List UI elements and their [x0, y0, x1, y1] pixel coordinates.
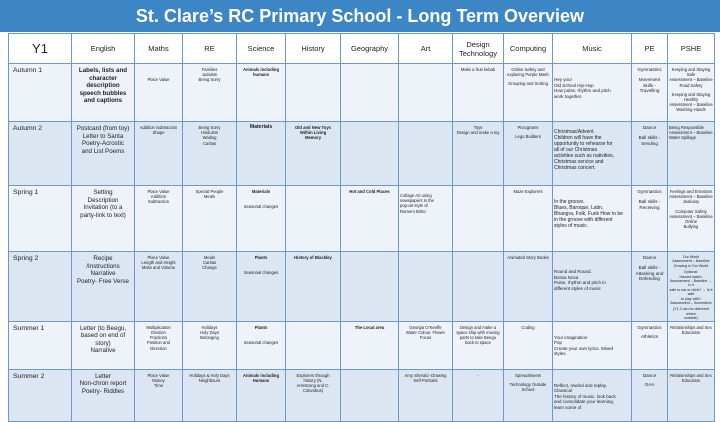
pshe-cell	[668, 369, 715, 421]
geography-cell	[341, 186, 399, 252]
english-cell	[72, 186, 135, 252]
cell-line: Letter	[95, 372, 111, 380]
cell-line: Dance	[642, 255, 657, 260]
cell-line: party-link to text)	[80, 211, 126, 219]
cell-line: Caritas	[202, 260, 217, 266]
dt-cell	[453, 64, 504, 122]
cell-line: Toys	[473, 125, 483, 130]
pshe-cell	[668, 186, 715, 252]
cell-line: Ball skills -	[638, 198, 661, 204]
cell-line: Pulse, rhythm and pitch in	[554, 280, 606, 286]
science-cell	[237, 122, 286, 186]
maths-cell	[135, 64, 183, 122]
cell-line: Ball skills -	[638, 264, 661, 270]
cell-line: Georgia O’Keeffe	[409, 324, 442, 330]
cell-line: Memory	[304, 135, 322, 141]
cell-line: Technology Outside	[509, 381, 547, 387]
cell-line: Meals	[203, 194, 216, 200]
cell-line: Online Safety and	[511, 67, 545, 72]
history-cell	[286, 186, 341, 252]
header-row	[9, 34, 715, 64]
cell-line: Pop	[554, 340, 563, 346]
music-cell	[553, 122, 632, 186]
header-music: Music	[553, 34, 632, 64]
english-cell	[72, 64, 135, 122]
cell-line: history (N.	[303, 377, 323, 383]
table-row-summer-1	[9, 321, 715, 369]
header-history: History	[286, 34, 341, 64]
pe-cell	[632, 252, 668, 322]
cell-line: Children will have the	[554, 135, 602, 141]
cell-line: Amy Sherald -Drawing	[404, 372, 447, 378]
cell-line: Feelings and Emotions	[669, 189, 713, 194]
pe-cell	[632, 122, 668, 186]
cell-line: Place Value	[147, 255, 170, 260]
cell-line: Judaism	[201, 72, 218, 78]
maths-cell	[135, 122, 183, 186]
re-cell	[183, 122, 237, 186]
cell-line: Plants	[254, 255, 268, 260]
cell-line: activities such as nativities,	[554, 153, 615, 159]
cell-line: Letter (to Beegu,	[79, 324, 127, 332]
pshe-cell	[668, 252, 715, 322]
cell-line: Change	[202, 265, 217, 271]
maths-cell	[135, 186, 183, 252]
art-cell	[399, 321, 453, 369]
dt-cell	[453, 369, 504, 421]
cell-line: different styles of music	[554, 285, 601, 291]
cell-line: Waiting	[202, 135, 217, 141]
page-title: St. Clare’s RC Primary School - Long Term Overview	[135, 6, 585, 26]
cell-line: Holidays	[201, 324, 218, 330]
computing-cell	[504, 186, 553, 252]
header-design-technology: Design Technology	[453, 34, 504, 64]
pe-cell	[632, 186, 668, 252]
cell-line: Relationships and Sex Education	[670, 372, 712, 383]
term-label: Summer 2	[9, 369, 72, 421]
cell-line: Water Colour. Flower	[405, 329, 446, 335]
cell-line: Travelling	[639, 88, 660, 94]
cell-line: character	[89, 74, 117, 82]
cell-line: Classical	[554, 388, 573, 394]
cell-line: Materials	[251, 189, 271, 194]
art-cell	[399, 369, 453, 421]
dt-cell	[453, 122, 504, 186]
cell-line: Holidays & Holy Days	[189, 372, 230, 378]
cell-line: Assessment – Baseline	[669, 77, 713, 83]
cell-line: Non-chron report	[79, 380, 127, 388]
re-cell	[183, 64, 237, 122]
cell-line: Being Sorry	[198, 125, 221, 130]
cell-line: Romero Britto	[400, 208, 426, 214]
header-art: Art	[399, 34, 453, 64]
cell-line: Money	[152, 377, 165, 383]
cell-line: Collage Art using	[400, 193, 432, 198]
english-cell	[72, 369, 135, 421]
computing-cell	[504, 369, 553, 421]
term-label: Spring 1	[9, 186, 72, 252]
cell-line: Grouping and Sorting	[508, 81, 548, 87]
cell-line: skills -	[643, 82, 656, 88]
cell-line: Christmas service and	[554, 159, 604, 165]
music-cell	[553, 186, 632, 252]
cell-line: Position and	[146, 340, 171, 346]
cell-line: Postcard (from toy)	[76, 125, 130, 132]
page-title-banner	[0, 0, 720, 32]
header-geography: Geography	[341, 34, 399, 64]
pshe-cell	[668, 122, 715, 186]
cell-line: in the groove with different	[554, 217, 613, 223]
table-row-spring-1	[9, 186, 715, 252]
header-maths: Maths	[135, 34, 183, 64]
cell-line: Recipe	[93, 255, 113, 262]
music-cell	[553, 321, 632, 369]
cell-line: and List Poems	[81, 147, 125, 155]
cell-line: OAA	[644, 382, 655, 388]
cell-line: Dance	[642, 372, 657, 378]
art-cell	[399, 252, 453, 322]
cell-line: pop-art style of	[400, 203, 428, 209]
science-cell	[237, 64, 286, 122]
cell-line: Letter to Santa	[82, 132, 124, 140]
cell-line: newspapers in the	[400, 198, 434, 204]
cell-line: opportunity to rehearse for	[554, 141, 613, 147]
cell-line: humans	[252, 72, 270, 78]
cell-line: Time	[153, 383, 164, 389]
computing-cell	[504, 64, 553, 122]
header-re: RE	[183, 34, 237, 64]
cell-line: Being Sorry	[198, 77, 221, 83]
cell-line: Place Value	[147, 77, 170, 82]
art-cell	[399, 122, 453, 186]
cell-line: Focus	[419, 335, 432, 341]
cell-line: Place Value	[147, 189, 170, 194]
pe-cell	[632, 369, 668, 421]
cell-line: and captions	[83, 97, 123, 105]
cell-line: Gymnastics	[637, 324, 662, 330]
maths-cell	[135, 321, 183, 369]
cell-line: Humans	[252, 377, 270, 383]
cell-line: Materials	[249, 124, 273, 130]
re-cell	[183, 321, 237, 369]
table-row-spring-2	[9, 252, 715, 322]
english-cell	[72, 252, 135, 322]
pe-cell	[632, 64, 668, 122]
header-pshe: PSHE	[668, 34, 715, 64]
art-cell	[399, 64, 453, 122]
cell-line: Hinduism	[200, 130, 219, 136]
cell-line: Coding	[521, 324, 535, 330]
history-cell	[286, 64, 341, 122]
english-cell	[72, 122, 135, 186]
cell-line: Movement	[638, 76, 661, 82]
cell-line: Christmas/Advent.	[554, 129, 595, 135]
cell-line: Holy Days	[199, 329, 220, 335]
cell-line: Christmas concert.	[554, 165, 596, 171]
cell-line: Reflect, rewind and replay.	[554, 382, 607, 388]
cell-line: Bullying	[683, 224, 699, 230]
cell-line: (Y1-3 can be delivered where	[672, 307, 710, 316]
header-computing: Computing	[504, 34, 553, 64]
cell-line: Meals	[203, 255, 216, 260]
cell-line: Lego Builders	[515, 134, 541, 140]
computing-cell	[504, 252, 553, 322]
dt-cell	[453, 186, 504, 252]
science-cell	[237, 186, 286, 252]
geography-cell	[341, 321, 399, 369]
cell-line: Within Living	[299, 130, 327, 136]
cell-line: Receiving	[639, 204, 660, 210]
cell-line: Optional:	[683, 270, 699, 275]
cell-line: Road Safety	[679, 82, 703, 88]
cell-line: Narrative	[90, 347, 116, 355]
history-cell	[286, 122, 341, 186]
geography-cell	[341, 122, 399, 186]
cell-line: Defending	[639, 276, 660, 282]
cell-line: to play with?	[681, 296, 701, 301]
cell-line: Assessment – Baseline → Is it	[670, 279, 712, 288]
cell-line: The history of music, look back	[554, 393, 616, 399]
cell-line: back to space	[465, 340, 491, 346]
pshe-cell	[668, 321, 715, 369]
cell-line: Poetry- Free Verse	[77, 277, 129, 285]
cell-line: Round and Round.	[554, 269, 592, 274]
cell-line: Create your own lyrics. Mixed	[554, 345, 614, 351]
cell-line: Bossa Nova	[554, 274, 579, 280]
cell-line: Assessment – Summative	[670, 301, 712, 306]
cell-line: How pulse, rhythm and pitch	[554, 88, 611, 94]
cell-line: Armstrong and C.	[296, 383, 330, 389]
cell-line: learn some of	[554, 405, 582, 411]
cell-line: parts to take Beegu	[459, 335, 497, 341]
cell-line: story)	[95, 339, 111, 347]
cell-line: Shape	[152, 130, 165, 136]
cell-line: Design and make a toy	[456, 130, 500, 136]
cell-line: based on end of	[80, 332, 126, 340]
cell-line: Plants	[254, 324, 268, 330]
cell-line: Gymnastics	[637, 189, 662, 194]
history-cell	[286, 369, 341, 421]
cell-line: Columbus)	[302, 388, 324, 394]
cell-line: Neighbours	[198, 377, 221, 383]
pe-cell	[632, 321, 668, 369]
cell-line: all of our Christmas	[554, 147, 598, 153]
history-cell	[286, 252, 341, 322]
cell-line: Our World	[682, 255, 700, 259]
english-cell	[72, 321, 135, 369]
cell-line: Assessment – Baseline	[669, 102, 713, 108]
dt-cell	[453, 252, 504, 322]
cell-line: Animals including	[242, 67, 280, 72]
science-cell	[237, 369, 286, 421]
cell-line: Assessment – Baseline	[672, 259, 710, 264]
header-english: English	[72, 34, 135, 64]
overview-table	[8, 33, 715, 422]
term-label: Autumn 2	[9, 122, 72, 186]
cell-line: Old and New Toys	[295, 125, 331, 130]
cell-line: Addition Subtraction	[139, 125, 178, 130]
cell-line: Subtraction	[147, 199, 170, 205]
cell-line: Poetry- Riddles	[81, 387, 125, 395]
cell-line: Make a fruit kebab	[460, 67, 496, 72]
cell-line: Washing Hands	[676, 107, 706, 113]
cell-line: Hot and Cold Places	[349, 189, 390, 194]
cell-line: Growing in Our World	[673, 263, 709, 268]
cell-line: Multiplication	[146, 324, 171, 330]
geography-cell	[341, 369, 399, 421]
maths-cell	[135, 252, 183, 322]
cell-line: work together.	[554, 93, 583, 99]
year-label: Y1	[9, 34, 72, 64]
cell-line: Hey you!	[554, 77, 572, 82]
dt-cell	[453, 321, 504, 369]
cell-line: Explorers through	[296, 372, 330, 378]
cell-line: suitable)	[684, 316, 698, 321]
cell-line: Ball skills -	[638, 134, 661, 140]
cell-line: Bhangra, Folk, Funk How to be	[554, 211, 623, 217]
cell-line: Attacking and	[635, 270, 664, 276]
cell-line: Maze Explorers	[513, 189, 543, 194]
cell-line: Computer Safety	[675, 208, 707, 214]
cell-line: Families	[201, 67, 218, 72]
geography-cell	[341, 64, 399, 122]
cell-line: Division	[151, 329, 166, 335]
re-cell	[183, 186, 237, 252]
header-pe: PE	[632, 34, 668, 64]
header-science: Science	[237, 34, 286, 64]
music-cell	[553, 64, 632, 122]
computing-cell	[504, 122, 553, 186]
cell-line: Belonging	[200, 335, 219, 341]
cell-line: and consolidate your learning,	[554, 399, 615, 405]
cell-line: Seasonal changes	[243, 339, 279, 345]
history-cell	[286, 321, 341, 369]
cell-line: Gymnastics	[637, 67, 662, 72]
cell-line: Old School Hip-Hop	[554, 82, 594, 88]
cell-line: Seasonal changes	[243, 204, 279, 210]
cell-line: Animals including	[242, 372, 280, 378]
cell-line: Pictograms	[517, 125, 539, 130]
cell-line: styles of music.	[554, 223, 589, 229]
cell-line: Invitation (to a	[83, 204, 123, 212]
science-cell	[237, 252, 286, 322]
cell-line: /Instructions	[86, 262, 120, 270]
cell-line: Fractions	[149, 335, 168, 341]
cell-line: Self-Portraits	[413, 377, 438, 383]
cell-line: space ship with moving	[456, 329, 500, 335]
cell-line: Mass and Volume	[141, 265, 176, 271]
cell-line: Description	[87, 196, 119, 204]
cell-line: Length and Height	[141, 260, 176, 266]
cell-line: Place Value	[147, 372, 170, 378]
term-label: Spring 2	[9, 252, 72, 322]
cell-line: Direction	[150, 345, 167, 351]
cell-line: Design and make a	[459, 324, 497, 330]
cell-line: Spreadsheets	[515, 372, 541, 378]
cell-line: Athletics	[640, 334, 659, 340]
cell-line: Assessment – Baseline Jealousy	[669, 194, 713, 205]
cell-line: In the groove.	[554, 199, 585, 205]
cell-line: styles.	[554, 351, 567, 357]
cell-line: Keeping and Staying Safe	[671, 67, 711, 78]
term-label: Summer 1	[9, 321, 72, 369]
cell-line: The Local area	[354, 324, 385, 330]
geography-cell	[341, 252, 399, 322]
art-cell	[399, 186, 453, 252]
music-cell	[553, 252, 632, 322]
cell-line: exploring Purple Mash	[507, 72, 549, 78]
cell-line: Animated Story Books	[507, 255, 549, 260]
cell-line: Keeping and Staying Healthy	[671, 91, 711, 103]
cell-line: Relationships and Sex Education	[670, 324, 712, 335]
re-cell	[183, 252, 237, 322]
table-row-autumn-1	[9, 64, 715, 122]
cell-line: Poetry-Acrostic	[82, 140, 124, 148]
cell-line: Being Responsible	[669, 125, 704, 130]
cell-line: School	[521, 387, 535, 393]
cell-line: Narrative	[90, 270, 116, 278]
cell-line: Assessment – Baseline	[669, 130, 713, 136]
maths-cell	[135, 369, 183, 421]
table-row-autumn-2	[9, 122, 715, 186]
term-label: Autumn 1	[9, 64, 72, 122]
cell-line: Your imagination	[554, 334, 588, 340]
cell-line: Labels, lists and	[78, 67, 128, 74]
cell-line: Blues, Baroque, Latin,	[554, 205, 604, 211]
pshe-cell	[668, 64, 715, 122]
cell-line: Dance	[642, 125, 657, 130]
cell-line: Caritas	[202, 140, 217, 146]
re-cell	[183, 369, 237, 421]
cell-line: Setting	[93, 189, 113, 196]
cell-line: Addition	[150, 194, 167, 200]
cell-line: safe to eat or drink? → Is it safe	[669, 287, 713, 297]
computing-cell	[504, 321, 553, 369]
cell-line: Seasonal changes	[243, 270, 279, 276]
cell-line: description	[86, 82, 120, 90]
cell-line: speech bubbles	[79, 89, 127, 97]
cell-line: -	[477, 372, 479, 378]
cell-line: Assessment – Baseline Online	[669, 213, 713, 225]
cell-line: Special People	[195, 189, 224, 194]
table-row-summer-2	[9, 369, 715, 421]
cell-line: Hazard watch:	[679, 274, 703, 279]
cell-line: History of Blackley	[294, 255, 332, 260]
cell-line: Water Spillage	[669, 135, 697, 141]
cell-line: Sending	[641, 140, 658, 146]
music-cell	[553, 369, 632, 421]
science-cell	[237, 321, 286, 369]
